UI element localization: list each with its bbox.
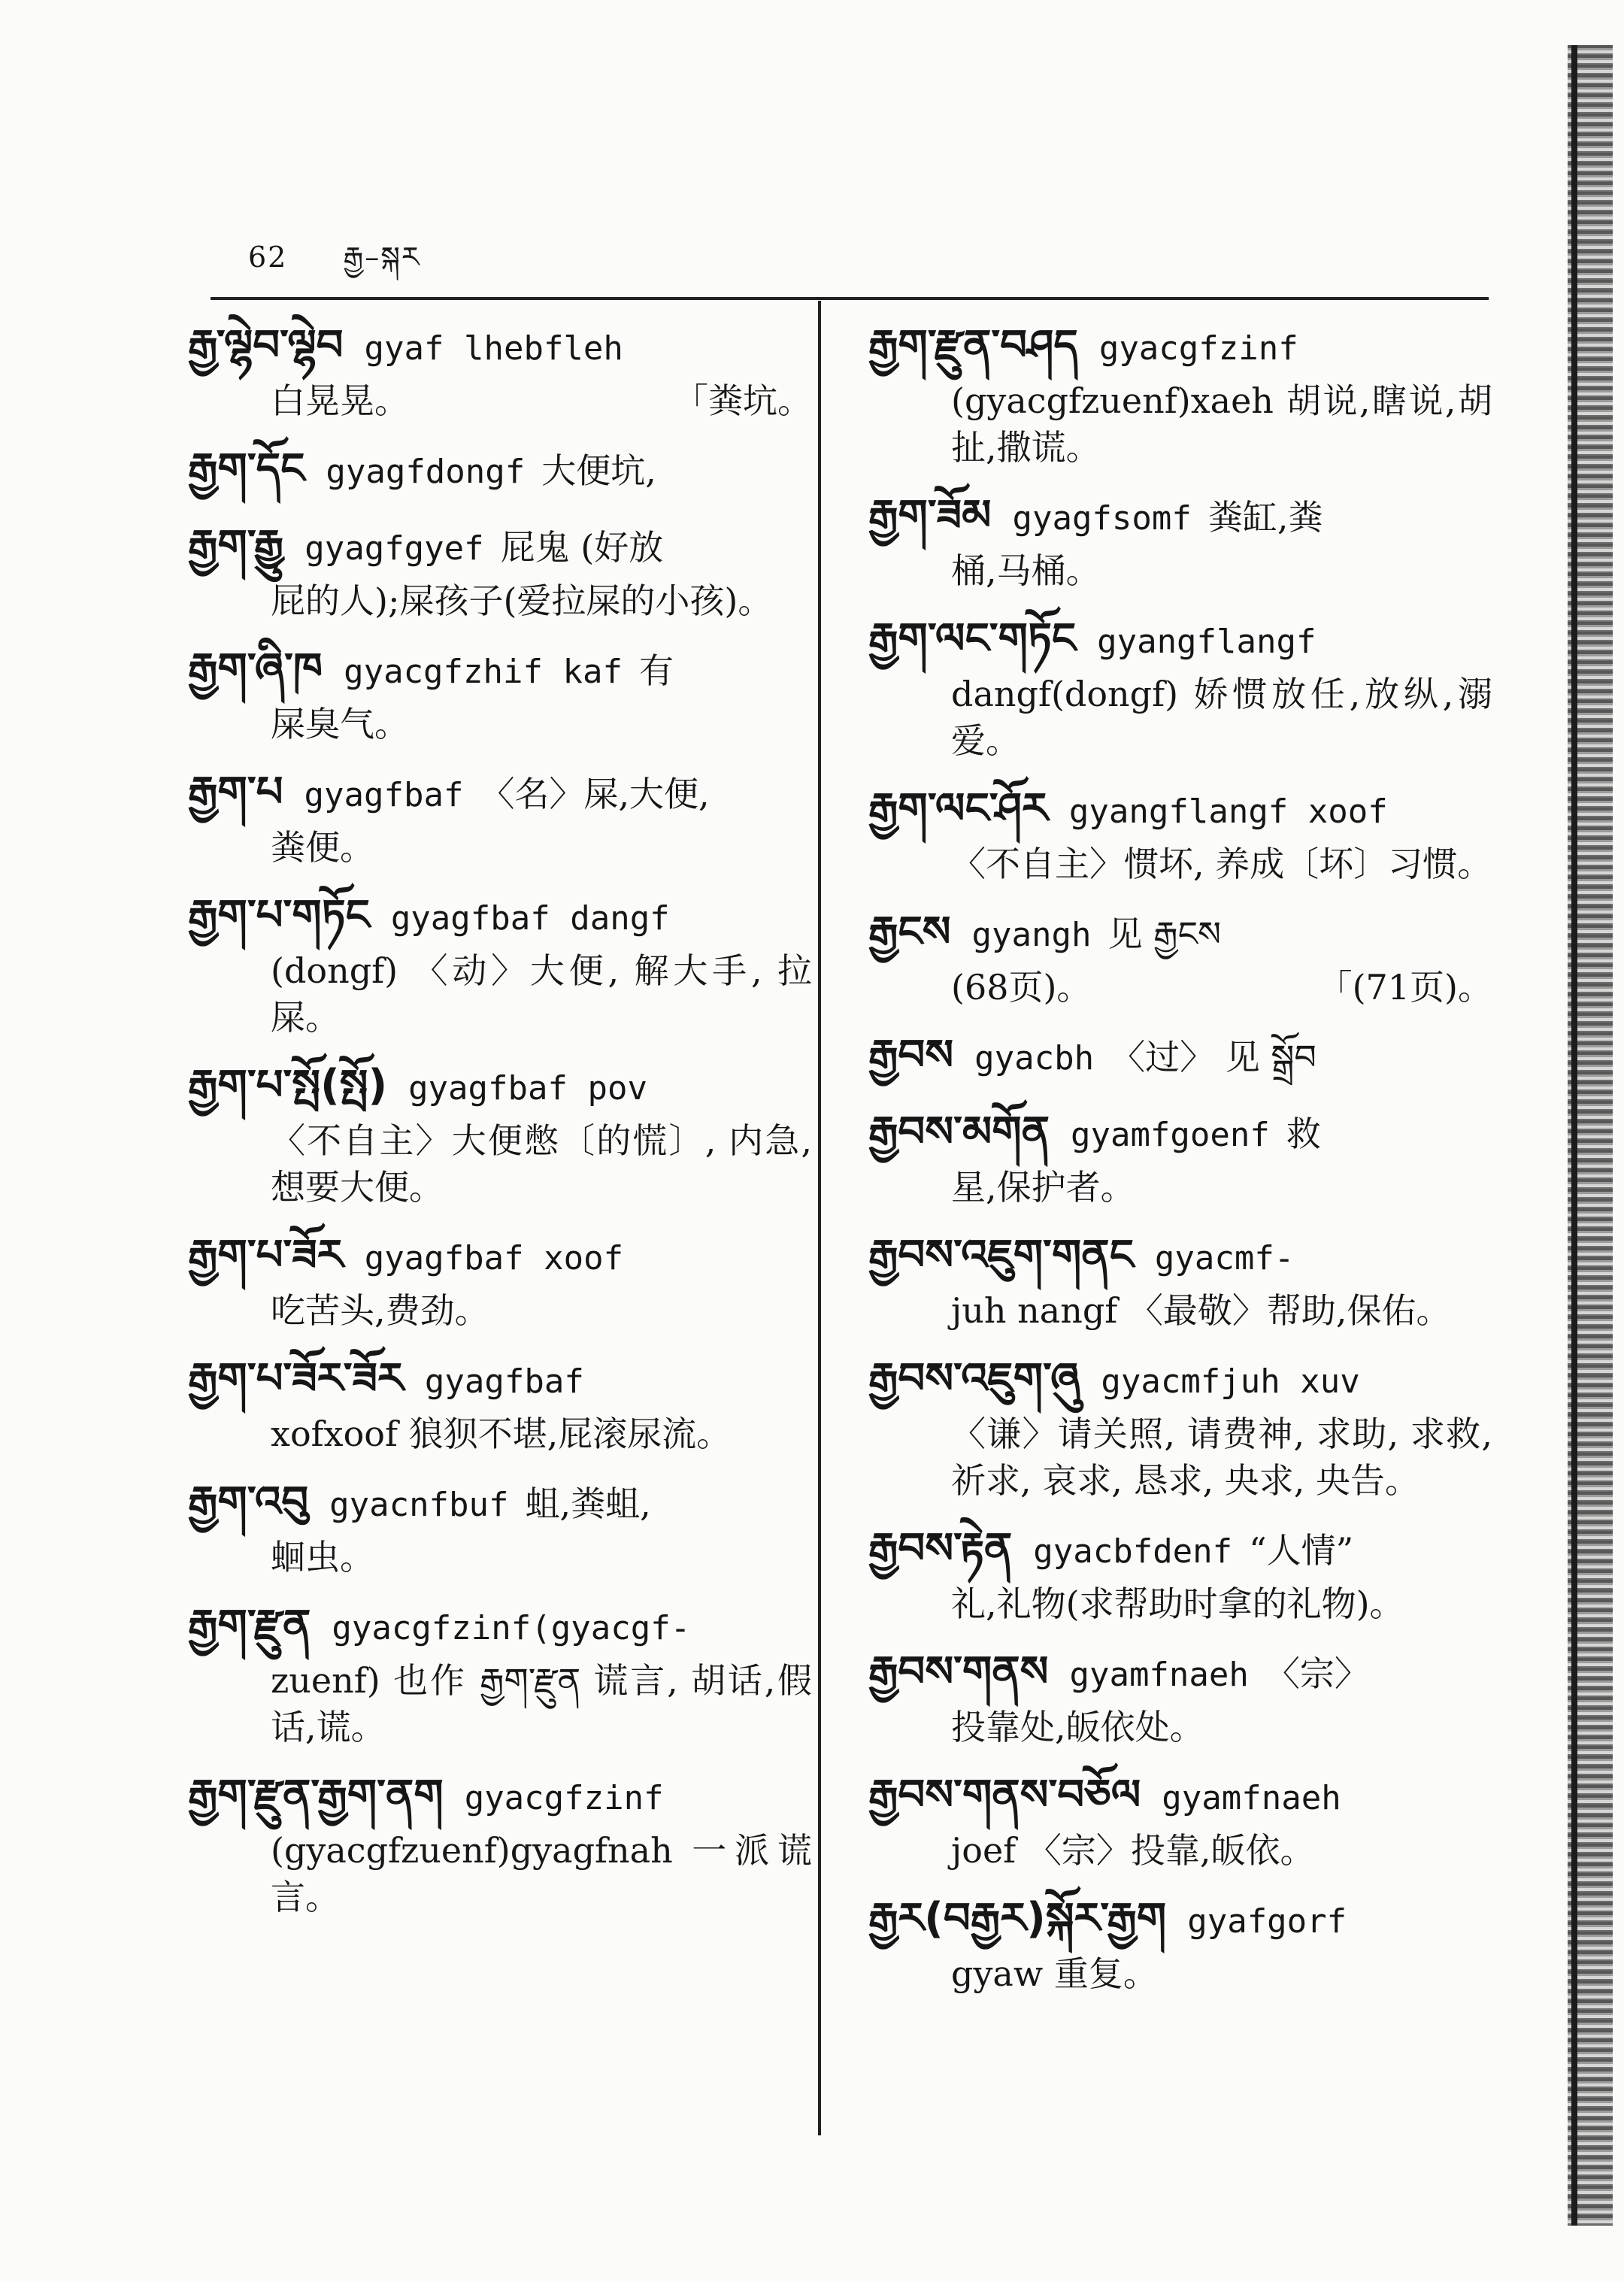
tibetan-headword: རྒྱག་ཞི་ཁ bbox=[188, 644, 323, 693]
romanization: gyacnfbuf bbox=[329, 1486, 509, 1524]
definition-continuation: 蛔虫。 bbox=[271, 1537, 374, 1577]
tibetan-headword: རྒྱག་པ་ཟོར་ཟོར bbox=[188, 1354, 404, 1403]
tibetan-headword: རྒྱག་ལང་གཏོང bbox=[868, 614, 1077, 663]
romanization: gyacgfzinf bbox=[464, 1779, 664, 1817]
tibetan-headword: རྒྱག་དོང bbox=[188, 444, 305, 493]
dictionary-entry bbox=[868, 1889, 1492, 1997]
tibetan-headword: རྒྱངས bbox=[868, 908, 951, 956]
entry-headline bbox=[868, 1026, 1492, 1087]
tibetan-headword: རྒྱར(བརྒྱར)སྐོར་རྒྱག bbox=[868, 1894, 1167, 1943]
romanization: gyangflangf xoof bbox=[1068, 792, 1388, 831]
tibetan-headword: རྒྱག་རྫུན་བཤད bbox=[868, 321, 1078, 370]
romanization: gyagfbaf bbox=[424, 1362, 584, 1401]
entry-body bbox=[188, 377, 812, 424]
dictionary-entry bbox=[188, 1056, 812, 1211]
dictionary-entry bbox=[188, 1472, 812, 1580]
dictionary-entry bbox=[188, 1765, 812, 1920]
definition-continuation: 〈谦〉请关照, 请费神, 求助, 求救, 祈求, 哀求, 恳求, 央求, 央告。 bbox=[951, 1414, 1492, 1501]
entry-headline bbox=[868, 1226, 1492, 1287]
entry-headline bbox=[868, 1765, 1492, 1827]
definition-text: 救 bbox=[1286, 1114, 1321, 1154]
tibetan-headword: རྒྱབས་མགོན bbox=[868, 1108, 1050, 1156]
definition-text: 屁鬼 (好放 bbox=[500, 527, 664, 568]
romanization: gyagfbaf xoof bbox=[364, 1239, 624, 1277]
entry-headline bbox=[868, 609, 1492, 671]
page-header bbox=[248, 226, 421, 306]
romanization: gyamfnaeh bbox=[1162, 1779, 1341, 1817]
entry-headline bbox=[188, 886, 812, 947]
page-number: 62 bbox=[248, 241, 288, 274]
dictionary-entry bbox=[868, 1519, 1492, 1627]
definition-continuation: zuenf) 也作 རྒྱག་རྫུན 谎言, 胡话,假话,谎。 bbox=[271, 1660, 812, 1747]
romanization: gyagfbaf pov bbox=[408, 1069, 647, 1108]
entry-headline bbox=[188, 762, 812, 824]
entry-body bbox=[188, 947, 812, 1041]
right-column bbox=[868, 316, 1492, 2012]
definition-continuation: xofxoof 狼狈不堪,屁滚尿流。 bbox=[271, 1414, 732, 1454]
romanization: gyafgorf bbox=[1187, 1902, 1347, 1941]
romanization: gyacmf- bbox=[1154, 1239, 1295, 1277]
definition-continuation: 白晃晃。 bbox=[271, 380, 409, 421]
entry-headline bbox=[188, 316, 812, 377]
tibetan-headword: རྒྱག་རྫུན bbox=[188, 1601, 311, 1650]
definition-text: 〈宗〉 bbox=[1265, 1653, 1369, 1694]
tibetan-headword: རྒྱག་པ་ཟོར bbox=[188, 1231, 344, 1280]
tibetan-headword: རྒྱབས་འཇུག་ཞུ bbox=[868, 1354, 1080, 1403]
entry-headline bbox=[188, 1349, 812, 1411]
entry-body bbox=[868, 377, 1492, 471]
carryover-note: 「(71页)。 bbox=[1317, 967, 1492, 1008]
entry-body bbox=[188, 1287, 812, 1334]
definition-continuation: (gyacgfzuenf)xaeh 胡说,瞎说,胡扯,撒谎。 bbox=[951, 380, 1492, 468]
dictionary-entry bbox=[868, 316, 1492, 471]
dictionary-entry bbox=[868, 1642, 1492, 1750]
romanization: gyagfdongf bbox=[326, 453, 526, 491]
tibetan-headword: རྒྱབས་རྟེན bbox=[868, 1524, 1013, 1573]
entry-headline bbox=[868, 902, 1492, 964]
entry-body bbox=[188, 824, 812, 871]
dictionary-entry bbox=[868, 1765, 1492, 1874]
entry-body bbox=[868, 964, 1492, 1011]
entry-body bbox=[868, 1827, 1492, 1874]
entry-headline bbox=[188, 1056, 812, 1117]
definition-continuation: joef 〈宗〉投靠,皈依。 bbox=[951, 1830, 1315, 1871]
definition-text: 见 རྒྱངས bbox=[1107, 914, 1222, 954]
entry-headline bbox=[188, 1765, 812, 1827]
definition-continuation: 屎臭气。 bbox=[271, 704, 409, 744]
romanization: gyaf lhebfleh bbox=[364, 329, 623, 368]
entry-body bbox=[868, 671, 1492, 764]
entry-headline bbox=[188, 516, 812, 577]
romanization: gyagfbaf bbox=[304, 776, 464, 814]
carryover-note: 「粪坑。 bbox=[674, 380, 812, 421]
definition-text: 〈过〉 见 སྒྲོབ bbox=[1110, 1037, 1316, 1077]
dictionary-entry bbox=[188, 1226, 812, 1334]
left-column bbox=[188, 316, 812, 1935]
dictionary-entry bbox=[188, 439, 812, 501]
entry-headline bbox=[868, 1349, 1492, 1411]
romanization: gyacgfzhif kaf bbox=[344, 653, 623, 691]
entry-headline bbox=[188, 1472, 812, 1534]
definition-continuation: 粪便。 bbox=[271, 827, 374, 868]
definition-text: “人情” bbox=[1249, 1530, 1354, 1571]
romanization: gyacbfdenf bbox=[1033, 1532, 1233, 1571]
definition-continuation: 〈不自主〉大便憋〔的慌〕, 内急, 想要大便。 bbox=[271, 1120, 812, 1208]
tibetan-headword: རྒྱག་པ bbox=[188, 768, 283, 817]
definition-text: 〈名〉屎,大便, bbox=[480, 774, 710, 814]
definition-continuation: 桶,马桶。 bbox=[951, 550, 1101, 591]
entry-headline bbox=[868, 1102, 1492, 1164]
tibetan-headword: རྒྱག་རྫུན་རྒྱག་ནག bbox=[188, 1771, 444, 1820]
dictionary-entry bbox=[868, 486, 1492, 594]
dictionary-entry bbox=[868, 902, 1492, 1011]
definition-continuation: (gyacgfzuenf)gyagfnah 一派谎言。 bbox=[271, 1830, 812, 1917]
entry-body bbox=[868, 547, 1492, 594]
tibetan-headword: རྒྱབས bbox=[868, 1031, 954, 1080]
entry-body bbox=[868, 1164, 1492, 1211]
tibetan-headword: རྒྱ་ལྷེབ་ལྷེབ bbox=[188, 321, 344, 370]
dictionary-entry bbox=[868, 1026, 1492, 1087]
entry-body bbox=[188, 701, 812, 747]
definition-continuation: 吃苦头,费劲。 bbox=[271, 1290, 489, 1331]
definition-text: 粪缸,粪 bbox=[1207, 497, 1323, 538]
header-rule bbox=[211, 297, 1489, 300]
entry-body bbox=[188, 1411, 812, 1457]
romanization: gyacmfjuh xuv bbox=[1101, 1362, 1360, 1401]
entry-body bbox=[868, 1411, 1492, 1504]
tibetan-headword: རྒྱབས་འཇུག་གནང bbox=[868, 1231, 1134, 1280]
dictionary-entry bbox=[188, 762, 812, 871]
tibetan-headword: རྒྱག་འབུ bbox=[188, 1477, 309, 1526]
definition-text: 蛆,粪蛆, bbox=[525, 1483, 651, 1524]
dictionary-entry bbox=[188, 886, 812, 1041]
entry-headline bbox=[868, 1642, 1492, 1704]
entry-headline bbox=[188, 639, 812, 701]
romanization: gyacgfzinf(gyacgf- bbox=[332, 1609, 691, 1647]
definition-continuation: juh nangf 〈最敬〉帮助,保佑。 bbox=[951, 1290, 1451, 1331]
definition-continuation: (dongf) 〈动〉大便, 解大手, 拉屎。 bbox=[271, 950, 812, 1038]
entry-headline bbox=[868, 1519, 1492, 1580]
definition-text: 有 bbox=[638, 650, 674, 691]
dictionary-entry bbox=[868, 1102, 1492, 1211]
romanization: gyacgfzinf bbox=[1098, 329, 1298, 368]
romanization: gyagfgyef bbox=[304, 529, 484, 568]
dictionary-entry bbox=[188, 516, 812, 624]
definition-continuation: 屁的人);屎孩子(爱拉屎的小孩)。 bbox=[271, 580, 773, 621]
romanization: gyamfgoenf bbox=[1070, 1116, 1270, 1154]
entry-headline bbox=[868, 1889, 1492, 1950]
entry-body bbox=[188, 577, 812, 624]
definition-continuation: 星,保护者。 bbox=[951, 1167, 1135, 1208]
entry-body bbox=[868, 1950, 1492, 1997]
definition-text: 大便坑, bbox=[541, 450, 656, 491]
definition-continuation: dangf(dongf) 娇惯放任,放纵,溺爱。 bbox=[951, 674, 1492, 761]
entry-body bbox=[868, 1704, 1492, 1750]
romanization: gyagfbaf dangf bbox=[390, 899, 670, 938]
dictionary-entry bbox=[188, 1596, 812, 1750]
tibetan-headword: རྒྱག་པ་སྤོ(སྤོ) bbox=[188, 1061, 388, 1110]
romanization: gyacbh bbox=[974, 1039, 1095, 1077]
entry-body bbox=[868, 1580, 1492, 1627]
entry-headline bbox=[868, 779, 1492, 841]
entry-headline bbox=[188, 439, 812, 501]
entry-body bbox=[188, 1117, 812, 1211]
definition-continuation: 〈不自主〉惯坏, 养成〔坏〕习惯。 bbox=[951, 844, 1492, 884]
romanization: gyangflangf bbox=[1097, 623, 1316, 661]
romanization: gyangh bbox=[971, 916, 1092, 954]
entry-body bbox=[188, 1827, 812, 1920]
entry-headline bbox=[188, 1596, 812, 1657]
definition-continuation: 礼,礼物(求帮助时拿的礼物)。 bbox=[951, 1583, 1404, 1624]
definition-continuation: gyaw 重复。 bbox=[951, 1953, 1158, 1994]
running-head: རྒྱ–སྐར bbox=[343, 241, 421, 274]
tibetan-headword: རྒྱག་ལང་ཤོར bbox=[868, 784, 1048, 833]
dictionary-entry bbox=[868, 1226, 1492, 1334]
dictionary-entry bbox=[868, 779, 1492, 887]
definition-continuation: 投靠处,皈依处。 bbox=[951, 1707, 1204, 1747]
entry-body bbox=[188, 1657, 812, 1750]
entry-headline bbox=[868, 486, 1492, 547]
book-spine-edge bbox=[1571, 45, 1577, 2226]
entry-headline bbox=[868, 316, 1492, 377]
entry-body bbox=[868, 1287, 1492, 1334]
entry-body bbox=[868, 841, 1492, 887]
definition-continuation: (68页)。 bbox=[951, 967, 1092, 1008]
tibetan-headword: རྒྱག་རྒྱུ bbox=[188, 521, 284, 570]
tibetan-headword: རྒྱབས་གནས་བཅོལ bbox=[868, 1771, 1141, 1820]
entry-headline bbox=[188, 1226, 812, 1287]
entry-body bbox=[188, 1534, 812, 1580]
dictionary-entry bbox=[188, 1349, 812, 1457]
tibetan-headword: རྒྱག་ཟོམ bbox=[868, 491, 992, 540]
dictionary-entry bbox=[868, 1349, 1492, 1504]
dictionary-entry bbox=[868, 609, 1492, 764]
dictionary-entry bbox=[188, 639, 812, 747]
tibetan-headword: རྒྱབས་གནས bbox=[868, 1647, 1049, 1696]
tibetan-headword: རྒྱག་པ་གཏོང bbox=[188, 891, 370, 940]
romanization: gyamfnaeh bbox=[1069, 1656, 1249, 1694]
romanization: gyagfsomf bbox=[1012, 499, 1192, 538]
column-divider bbox=[818, 301, 821, 2135]
dictionary-entry bbox=[188, 316, 812, 424]
